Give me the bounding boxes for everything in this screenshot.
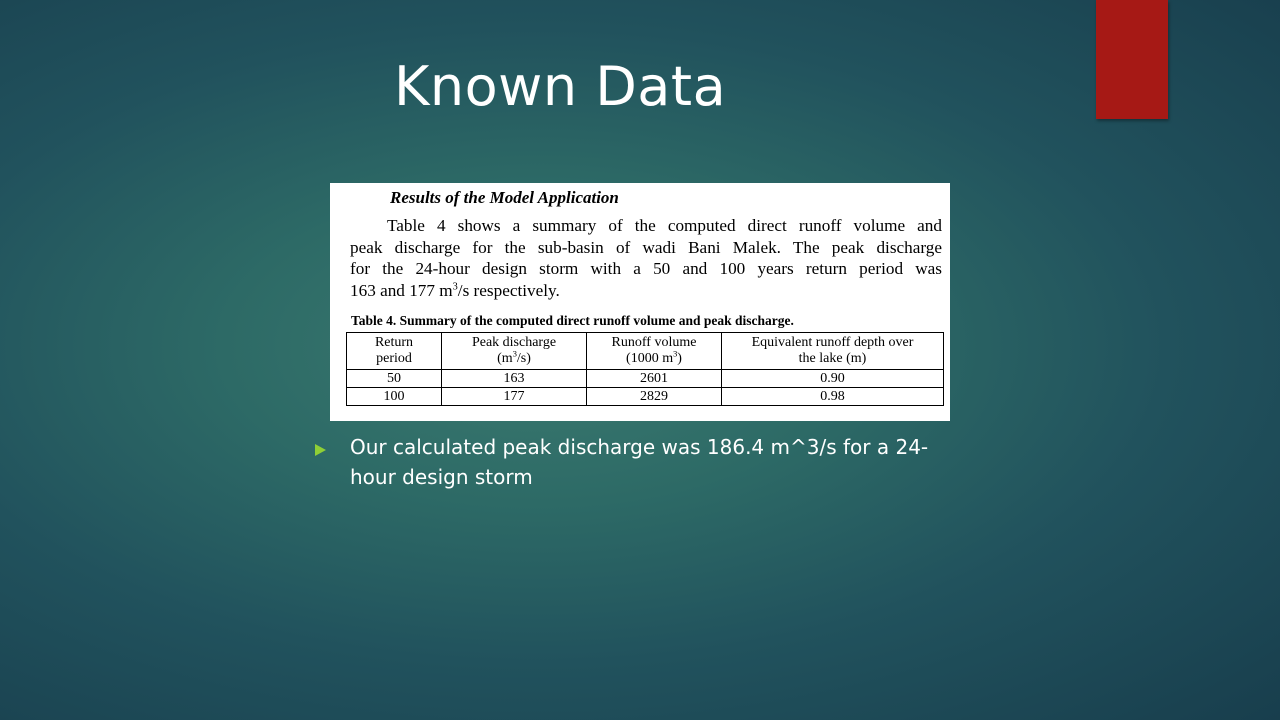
table-header-row: [347, 333, 944, 370]
table-cell: 177: [442, 388, 587, 406]
paragraph-text: 163 and 177 m: [350, 280, 453, 300]
column-header: Return period: [347, 333, 442, 370]
slide-title: Known Data: [394, 55, 727, 118]
table-row: [347, 370, 944, 388]
column-header: Runoff volume (1000 $m^3$): [587, 333, 722, 370]
document-excerpt-image: [330, 183, 950, 421]
triangle-bullet-icon: [315, 444, 326, 456]
table-cell: 2601: [587, 370, 722, 388]
table-cell: 163: [442, 370, 587, 388]
accent-tab: [1096, 0, 1168, 119]
paragraph-line: for the 24-hour design storm with a 50 and 100 years return period was: [350, 259, 942, 278]
document-heading: Results of the Model Application: [390, 188, 619, 207]
table-cell: 100: [347, 388, 442, 406]
paragraph-text: /s respectively.: [457, 280, 560, 300]
column-header: Equivalent runoff depth over the lake (m): [722, 333, 944, 370]
superscript: 3: [452, 280, 458, 292]
paragraph-line: [350, 280, 942, 302]
table-cell: 50: [347, 370, 442, 388]
document-paragraph: [350, 215, 942, 301]
column-header: Peak discharge $(m^3/s)$: [442, 333, 587, 370]
table-cell: 0.90: [722, 370, 944, 388]
table-row: [347, 388, 944, 406]
summary-table: [346, 332, 944, 406]
table-cell: 2829: [587, 388, 722, 406]
table-cell: 0.98: [722, 388, 944, 406]
bullet-text: Our calculated peak discharge was 186.4 m^3/s for a 24-hour design storm: [350, 435, 929, 489]
paragraph-line: peak discharge for the sub-basin of wadi Bani Malek. The peak discharge: [350, 237, 942, 257]
paragraph-line: Table 4 shows a summary of the computed direct runoff volume and: [387, 216, 942, 235]
table-caption: Table 4. Summary of the computed direct runoff volume and peak discharge.: [351, 313, 794, 328]
